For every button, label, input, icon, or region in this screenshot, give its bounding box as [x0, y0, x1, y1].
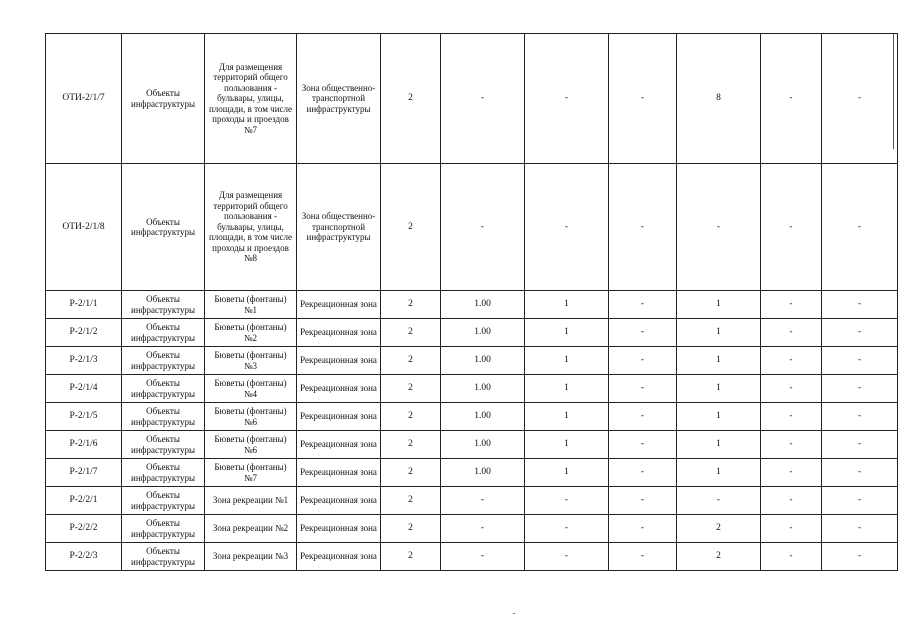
- cell-c11: -: [822, 291, 898, 319]
- cell-type: Объекты инфраструктуры: [122, 34, 205, 164]
- cell-c8: -: [609, 34, 677, 164]
- cell-c10: -: [761, 459, 822, 487]
- cell-c7: -: [525, 543, 609, 571]
- cell-type: Объекты инфраструктуры: [122, 487, 205, 515]
- cell-c8: -: [609, 319, 677, 347]
- cell-code: Р-2/2/2: [46, 515, 122, 543]
- cell-c5: 2: [381, 431, 441, 459]
- cell-purpose: Бюветы (фонтаны) №3: [205, 347, 297, 375]
- cell-c10: -: [761, 515, 822, 543]
- cell-c7: -: [525, 164, 609, 291]
- cell-c11: -: [822, 431, 898, 459]
- cell-type: Объекты инфраструктуры: [122, 403, 205, 431]
- cell-purpose: Зона рекреации №2: [205, 515, 297, 543]
- table-row: [46, 487, 898, 515]
- cell-c9: 1: [677, 403, 761, 431]
- cell-zone: Рекреационная зона: [297, 347, 381, 375]
- cell-c6: 1.00: [441, 319, 525, 347]
- cell-code: ОТИ-2/1/7: [46, 34, 122, 164]
- cell-c6: 1.00: [441, 459, 525, 487]
- cell-c6: -: [441, 34, 525, 164]
- cell-type: Объекты инфраструктуры: [122, 543, 205, 571]
- cell-type: Объекты инфраструктуры: [122, 515, 205, 543]
- cell-c6: 1.00: [441, 403, 525, 431]
- cell-c6: 1.00: [441, 375, 525, 403]
- cell-c10: -: [761, 543, 822, 571]
- cell-c8: -: [609, 459, 677, 487]
- cell-type: Объекты инфраструктуры: [122, 319, 205, 347]
- cell-code: Р-2/1/3: [46, 347, 122, 375]
- cell-purpose: Бюветы (фонтаны) №6: [205, 431, 297, 459]
- cell-c7: -: [525, 487, 609, 515]
- cell-c5: 2: [381, 543, 441, 571]
- cell-code: Р-2/2/1: [46, 487, 122, 515]
- cell-c5: 2: [381, 403, 441, 431]
- table-row: [46, 515, 898, 543]
- cell-c11: -: [822, 543, 898, 571]
- cell-code: Р-2/1/6: [46, 431, 122, 459]
- cell-purpose: Бюветы (фонтаны) №2: [205, 319, 297, 347]
- cell-zone: Рекреационная зона: [297, 375, 381, 403]
- cell-c5: 2: [381, 515, 441, 543]
- cell-zone: Зона общественно-транспортной инфраструктуры: [297, 34, 381, 164]
- cell-type: Объекты инфраструктуры: [122, 347, 205, 375]
- cell-type: Объекты инфраструктуры: [122, 431, 205, 459]
- cell-c7: 1: [525, 291, 609, 319]
- cell-c5: 2: [381, 487, 441, 515]
- cell-type: Объекты инфраструктуры: [122, 164, 205, 291]
- cell-c6: -: [441, 515, 525, 543]
- cell-type: Объекты инфраструктуры: [122, 291, 205, 319]
- table-row: [46, 347, 898, 375]
- cell-c7: -: [525, 34, 609, 164]
- cell-c9: -: [677, 487, 761, 515]
- cell-c7: 1: [525, 375, 609, 403]
- table-row: [46, 164, 898, 291]
- cell-c8: -: [609, 347, 677, 375]
- cell-c10: -: [761, 487, 822, 515]
- cell-c8: -: [609, 431, 677, 459]
- cell-c9: -: [677, 164, 761, 291]
- table-row: [46, 319, 898, 347]
- cell-c6: 1.00: [441, 347, 525, 375]
- cell-c8: -: [609, 515, 677, 543]
- cell-c11: -: [822, 347, 898, 375]
- cell-purpose: Зона рекреации №3: [205, 543, 297, 571]
- cell-code: Р-2/1/4: [46, 375, 122, 403]
- cell-c5: 2: [381, 459, 441, 487]
- cell-c7: 1: [525, 431, 609, 459]
- cell-c11: -: [822, 403, 898, 431]
- table-row: [46, 543, 898, 571]
- cell-c6: -: [441, 487, 525, 515]
- cell-type: Объекты инфраструктуры: [122, 459, 205, 487]
- cell-zone: Рекреационная зона: [297, 487, 381, 515]
- cell-zone: Рекреационная зона: [297, 319, 381, 347]
- table-row: [46, 34, 898, 164]
- table-row: [46, 403, 898, 431]
- cell-purpose: Бюветы (фонтаны) №6: [205, 403, 297, 431]
- cell-c5: 2: [381, 164, 441, 291]
- table-row: [46, 431, 898, 459]
- cell-c9: 1: [677, 431, 761, 459]
- table-row: [46, 375, 898, 403]
- cell-c7: 1: [525, 459, 609, 487]
- cell-c7: -: [525, 515, 609, 543]
- cell-c11: -: [822, 164, 898, 291]
- cell-c7: 1: [525, 319, 609, 347]
- cell-c9: 2: [677, 515, 761, 543]
- cell-c11: -: [822, 34, 898, 164]
- cell-purpose: Для размещения территорий общего пользования - бульвары, улицы, площади, в том числе проходы и проездов №7: [205, 34, 297, 164]
- cell-c10: -: [761, 319, 822, 347]
- page-edge-line: [893, 34, 894, 149]
- scan-speck: [513, 613, 515, 614]
- cell-code: Р-2/1/1: [46, 291, 122, 319]
- table-row: [46, 291, 898, 319]
- table-body: [46, 34, 898, 571]
- cell-purpose: Бюветы (фонтаны) №7: [205, 459, 297, 487]
- cell-code: Р-2/2/3: [46, 543, 122, 571]
- cell-code: Р-2/1/2: [46, 319, 122, 347]
- cell-c9: 2: [677, 543, 761, 571]
- cell-c10: -: [761, 431, 822, 459]
- cell-c9: 1: [677, 291, 761, 319]
- cell-c8: -: [609, 543, 677, 571]
- cell-c8: -: [609, 403, 677, 431]
- cell-zone: Рекреационная зона: [297, 459, 381, 487]
- cell-zone: Рекреационная зона: [297, 431, 381, 459]
- cell-zone: Рекреационная зона: [297, 543, 381, 571]
- cell-c6: 1.00: [441, 291, 525, 319]
- cell-c8: -: [609, 375, 677, 403]
- cell-c8: -: [609, 487, 677, 515]
- cell-c10: -: [761, 34, 822, 164]
- cell-zone: Рекреационная зона: [297, 515, 381, 543]
- cell-code: Р-2/1/5: [46, 403, 122, 431]
- cell-purpose: Зона рекреации №1: [205, 487, 297, 515]
- cell-zone: Зона общественно-транспортной инфраструктуры: [297, 164, 381, 291]
- table-row: [46, 459, 898, 487]
- cell-c11: -: [822, 515, 898, 543]
- cell-purpose: Бюветы (фонтаны) №4: [205, 375, 297, 403]
- cell-purpose: Для размещения территорий общего пользования - бульвары, улицы, площади, в том числе проходы и проездов №8: [205, 164, 297, 291]
- cell-c5: 2: [381, 34, 441, 164]
- cell-c10: -: [761, 164, 822, 291]
- cell-c5: 2: [381, 319, 441, 347]
- cell-c7: 1: [525, 403, 609, 431]
- cell-c10: -: [761, 403, 822, 431]
- cell-c11: -: [822, 459, 898, 487]
- cell-c10: -: [761, 291, 822, 319]
- cell-c6: -: [441, 543, 525, 571]
- cell-c5: 2: [381, 375, 441, 403]
- cell-c9: 1: [677, 459, 761, 487]
- land-use-table: [45, 33, 898, 571]
- cell-c9: 1: [677, 375, 761, 403]
- cell-c11: -: [822, 319, 898, 347]
- cell-code: ОТИ-2/1/8: [46, 164, 122, 291]
- cell-type: Объекты инфраструктуры: [122, 375, 205, 403]
- cell-c8: -: [609, 291, 677, 319]
- cell-c5: 2: [381, 291, 441, 319]
- cell-c7: 1: [525, 347, 609, 375]
- cell-c10: -: [761, 347, 822, 375]
- cell-code: Р-2/1/7: [46, 459, 122, 487]
- cell-zone: Рекреационная зона: [297, 291, 381, 319]
- cell-zone: Рекреационная зона: [297, 403, 381, 431]
- cell-purpose: Бюветы (фонтаны) №1: [205, 291, 297, 319]
- cell-c10: -: [761, 375, 822, 403]
- cell-c9: 8: [677, 34, 761, 164]
- cell-c8: -: [609, 164, 677, 291]
- cell-c9: 1: [677, 347, 761, 375]
- cell-c6: -: [441, 164, 525, 291]
- cell-c9: 1: [677, 319, 761, 347]
- cell-c11: -: [822, 487, 898, 515]
- cell-c11: -: [822, 375, 898, 403]
- cell-c6: 1.00: [441, 431, 525, 459]
- cell-c5: 2: [381, 347, 441, 375]
